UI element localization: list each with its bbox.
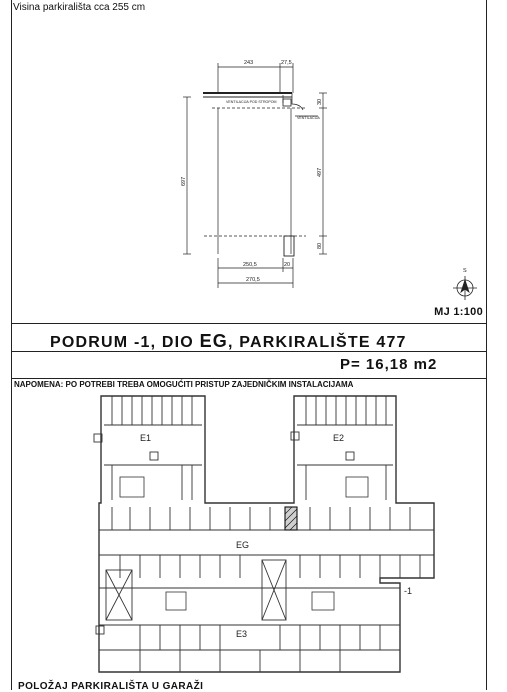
zone-eg-label: EG — [236, 540, 250, 550]
dim-top-width: 243 — [244, 60, 254, 66]
level-label: -1 — [404, 586, 413, 596]
sheet-title — [50, 331, 407, 352]
dim-bottom-total: 270,5 — [246, 277, 260, 283]
height-note: Visina parkirališta cca 255 cm — [13, 2, 146, 13]
title-zone: EG — [199, 331, 228, 351]
scale-label: MJ 1:100 — [434, 306, 483, 318]
north-arrow-icon — [453, 276, 477, 300]
parking-detail-drawing — [183, 63, 327, 288]
dim-bottom-gap: 20 — [284, 262, 291, 268]
dim-top-gap: 27,5 — [281, 60, 292, 66]
label-ventilation: VENTILACIJA — [297, 116, 320, 120]
dim-right-lower: 80 — [317, 242, 323, 249]
area-value: P= 16,18 m2 — [340, 356, 438, 373]
zone-e1-label: E1 — [140, 433, 152, 443]
title-prefix: PODRUM -1, DIO — [50, 334, 200, 351]
location-label: POLOŽAJ PARKIRALIŠTA U GARAŽI — [18, 681, 204, 692]
note-text: NAPOMENA: PO POTREBI TREBA OMOGUĆITI PRISTUP ZAJEDNIČKIM INSTALACIJAMA — [14, 380, 354, 389]
north-label: S — [463, 268, 467, 274]
dim-bottom-width: 250,5 — [243, 262, 257, 268]
zone-e2-label: E2 — [333, 433, 345, 443]
dim-height-total: 697 — [181, 176, 187, 186]
dim-right-middle: 497 — [317, 167, 323, 177]
title-suffix: , PARKIRALIŠTE 477 — [227, 334, 407, 351]
label-ventilation-ceiling: VENTILACIJA POD STROPOM — [226, 100, 277, 104]
zone-e3-label: E3 — [236, 629, 248, 639]
dim-right-upper: 30 — [317, 98, 323, 105]
